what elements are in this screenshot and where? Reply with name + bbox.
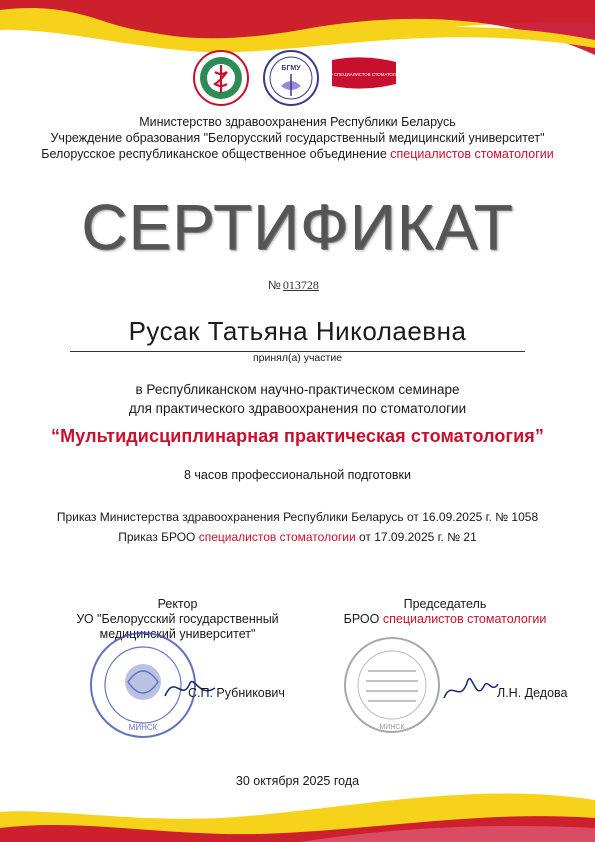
rector-org-line-2: медицинский университет"	[99, 627, 256, 641]
chairman-block	[320, 597, 570, 627]
chairman-title: Председатель	[403, 597, 487, 611]
association-highlight: специалистов стоматологии	[390, 147, 554, 161]
number-label: №	[268, 278, 281, 292]
chairman-org	[320, 612, 570, 627]
issue-date: 30 октября 2025 года	[235, 774, 360, 788]
broo-dentists-logo-icon	[320, 56, 408, 92]
orders-block	[0, 507, 595, 547]
rector-name: С.П. Рубникович	[188, 686, 285, 700]
association-stamp-icon	[342, 635, 442, 735]
ministry-health-emblem-icon	[193, 50, 249, 106]
chairman-org-highlight: специалистов стоматологии	[382, 612, 547, 626]
rector-org-line-1: УО "Белорусский государственный	[76, 612, 279, 626]
broo-logo-text: БРОО СПЕЦИАЛИСТОВ СТОМАТОЛОГИИ	[320, 72, 408, 77]
chairman-signature	[440, 668, 500, 708]
logo-row	[0, 48, 595, 108]
university-line: Учреждение образования "Белорусский государственный медицинский университет"	[50, 131, 545, 145]
seminar-line-1: в Республиканском научно-практическом семинаре	[135, 382, 460, 397]
seminar-topic: “Мультидисциплинарная практическая стоматология”	[51, 426, 544, 446]
number-value: 013728	[282, 278, 319, 292]
order-broo-suffix: от 17.09.2025 г. № 21	[355, 530, 477, 544]
association-prefix: Белорусское республиканское общественное объединение	[41, 147, 391, 161]
bsmu-logo-text: БГМУ	[281, 65, 301, 72]
bsmu-emblem-icon	[263, 48, 319, 108]
recipient-name: Русак Татьяна Николаевна	[128, 316, 467, 346]
ministry-line: Министерство здравоохранения Республики Беларусь	[139, 115, 456, 129]
certificate-number	[268, 278, 327, 293]
order-ministry: Приказ Министерства здравоохранения Республики Беларусь от 16.09.2025 г. № 1058	[56, 510, 539, 524]
certificate-title: СЕРТИФИКАТ	[81, 191, 514, 263]
order-broo	[0, 527, 595, 547]
seminar-description	[0, 380, 595, 418]
association-line	[0, 146, 595, 162]
issuer-header	[0, 114, 595, 162]
order-broo-highlight: специалистов стоматологии	[198, 530, 356, 544]
participated-text: принял(а) участие	[252, 352, 343, 364]
training-hours: 8 часов профессиональной подготовки	[184, 468, 411, 482]
order-broo-prefix: Приказ БРОО	[118, 530, 199, 544]
chairman-name: Л.Н. Дедова	[497, 686, 568, 700]
seminar-line-2: для практического здравоохранения по стоматологии	[128, 401, 467, 416]
rector-title: Ректор	[157, 597, 198, 611]
association-stamp-text: МИНСК	[379, 724, 405, 731]
university-stamp-text: МИНСК	[128, 723, 158, 732]
chairman-org-prefix: БРОО	[343, 612, 383, 626]
